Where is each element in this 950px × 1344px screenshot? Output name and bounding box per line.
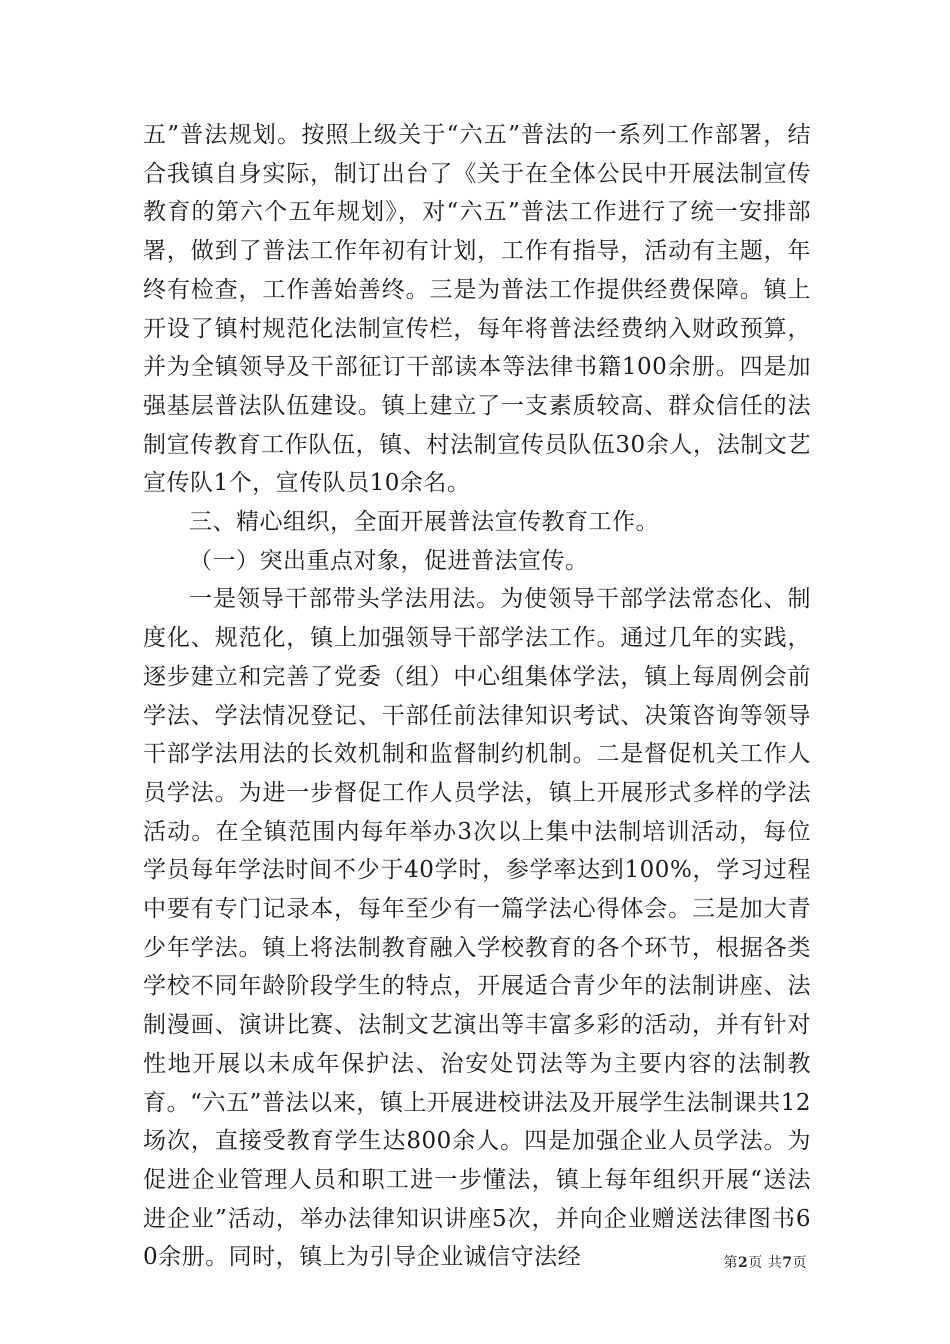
subsection-heading: （一）突出重点对象，促进普法宣传。 bbox=[189, 547, 589, 574]
page-number-footer bbox=[724, 1252, 807, 1272]
paragraph-continued: 五”普法规划。按照上级关于“六五”普法的一系列工作部署，结合我镇自身实际，制订出台了《关于在全体公民中开展法制宣传教育的第六个五年规划》，对“六五”普法工作进行了统一安排部署，做到了普法工作年初有计划，工作有指导，活动有主题，年终有检查，工作善始善终。三是为普法工作提供经费保障。镇上开设了镇村规范化法制宣传栏，每年将普法经费纳入财政预算，并为全镇领导及干部征订干部读本等法律书籍100余册。四是加强基层普法队伍建设。镇上建立了一支素质较高、群众信任的法制宣传教育工作队伍，镇、村法制宣传员队伍30余人，法制文艺宣传队1个，宣传队员10余名。 bbox=[143, 122, 811, 497]
footer-total-pages: 7 bbox=[782, 1255, 793, 1271]
footer-suffix: 页 bbox=[792, 1255, 807, 1271]
footer-current-page: 2 bbox=[738, 1255, 749, 1271]
footer-prefix: 第 bbox=[723, 1255, 739, 1271]
document-body bbox=[143, 116, 811, 1277]
section-heading: 三、精心组织，全面开展普法宣传教育工作。 bbox=[189, 509, 659, 536]
paragraph-body: 一是领导干部带头学法用法。为使领导干部学法常态化、制度化、规范化，镇上加强领导干部学法工作。通过几年的实践，逐步建立和完善了党委（组）中心组集体学法，镇上每周例会前学法、学法情况登记、干部任前法律知识考试、决策咨询等领导干部学法用法的长效机制和监督制约机制。二是督促机关工作人员学法。为进一步督促工作人员学法，镇上开展形式多样的学法活动。在全镇范围内每年举办3次以上集中法制培训活动，每位学员每年学法时间不少于40学时，参学率达到100%，学习过程中要有专门记录本，每年至少有一篇学法心得体会。三是加大青少年学法。镇上将法制教育融入学校教育的各个环节，根据各类学校不同年龄阶段学生的特点，开展适合青少年的法制讲座、法制漫画、演讲比赛、法制文艺演出等丰富多彩的活动，并有针对性地开展以未成年保护法、治安处罚法等为主要内容的法制教育。“六五”普法以来，镇上开展进校讲法及开展学生法制课共12场次，直接受教育学生达800余人。四是加强企业人员学法。为促进企业管理人员和职工进一步懂法，镇上每年组织开展“送法进企业”活动，举办法律知识讲座5次，并向企业赠送法律图书60余册。同时，镇上为引导企业诚信守法经 bbox=[143, 586, 811, 1271]
footer-middle: 页 共 bbox=[748, 1255, 783, 1271]
